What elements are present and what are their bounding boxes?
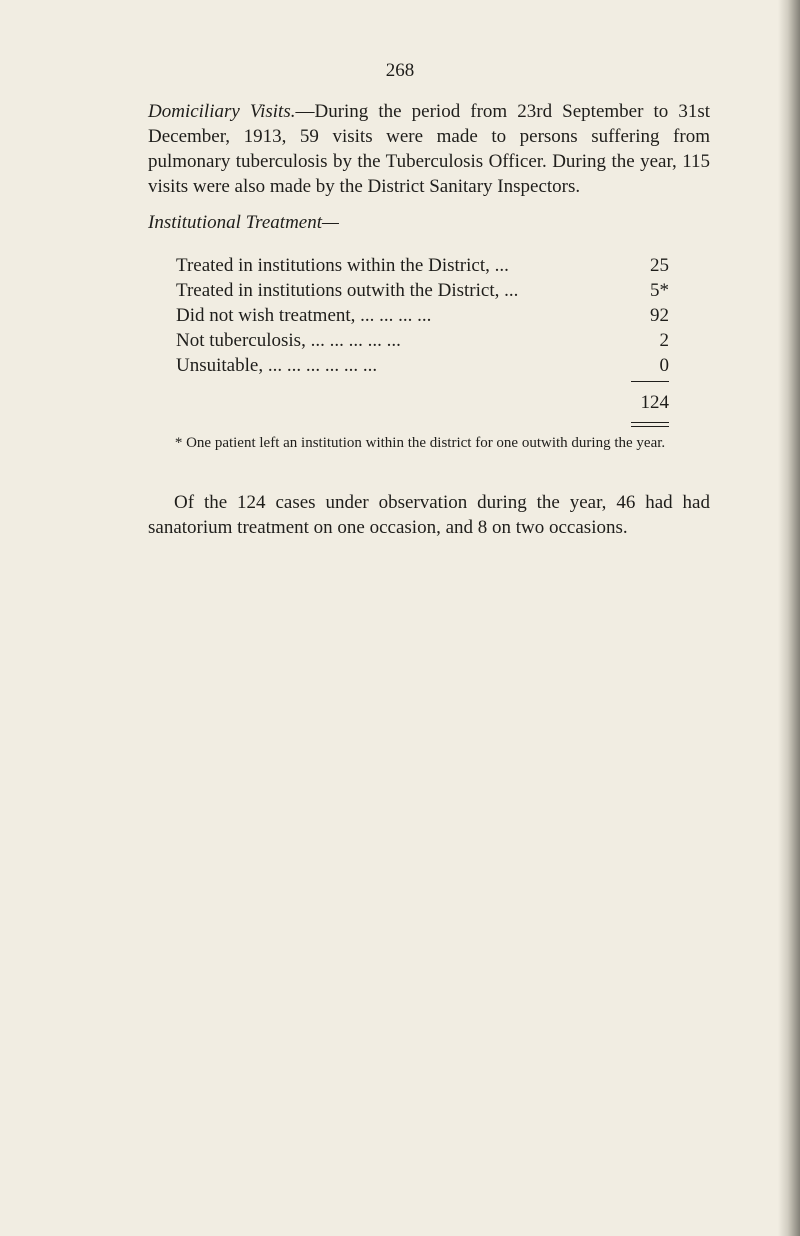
closing-line-2: sanatorium treatment on one occasion, and 8 on two occasions. [148,517,628,538]
footnote: * One patient left an institution within the district for one outwith during the year. [174,435,666,451]
page-edge-shadow [778,0,800,1236]
row-label: Unsuitable, ... ... ... ... ... ... [176,355,378,376]
row-label: Did not wish treatment, ... ... ... ... [176,305,432,326]
page-number: 268 [385,60,415,81]
row-label: Treated in institutions within the District, ... [176,255,509,276]
table-row [176,278,669,303]
domiciliary-visits-text: —During the period from 23rd September to 31st December, 1913, 59 visits were made to persons suffering from pulmonary tuberculosis by the Tuberculosis Officer. During the year, 115 visits were also made by the District Sanitary Inspectors. [148,101,711,197]
row-label: Not tuberculosis, ... ... ... ... ... [176,330,401,351]
row-value: 25 [650,255,669,276]
closing-line-1: Of the 124 cases under observation during the year, 46 had had [174,492,710,513]
row-value: 5* [650,280,669,301]
row-value: 2 [659,330,669,351]
table-row [176,303,669,328]
table-row [176,328,669,353]
total-value: 124 [640,392,669,413]
table-row [176,253,669,278]
sum-rule [631,381,669,382]
domiciliary-visits-paragraph [148,99,710,199]
closing-paragraph [148,490,710,540]
institutional-treatment-heading: Institutional Treatment— [148,212,339,233]
row-label: Treated in institutions outwith the District, ... [176,280,519,301]
row-value: 0 [659,355,669,376]
total-double-rule [631,422,669,427]
domiciliary-visits-heading: Domiciliary Visits. [148,101,296,122]
row-value: 92 [650,305,669,326]
treatment-table [176,253,669,378]
table-row [176,353,669,378]
